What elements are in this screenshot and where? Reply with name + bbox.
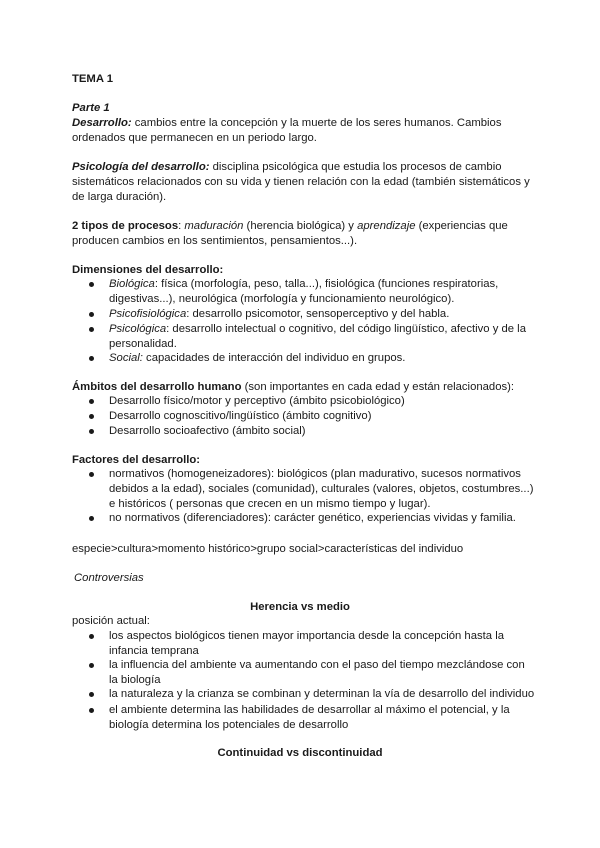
desarrollo-term: Desarrollo: (72, 117, 132, 129)
aprendizaje-term: aprendizaje (357, 220, 416, 232)
procesos-colon: : (178, 220, 185, 232)
bullet-dot (89, 399, 94, 404)
bullet-dot (89, 414, 94, 419)
list-item: la naturaleza y la crianza se combinan y determinan la vía de desarrollo del individuo (109, 688, 535, 700)
bullet-dot (89, 516, 94, 521)
list-item: Desarrollo cognoscitivo/lingüístico (ámbito cognitivo) (109, 410, 372, 422)
list-item-cont: personalidad. (109, 338, 177, 350)
controversias-heading: Controversias (74, 572, 144, 584)
list-item-cont: digestivas...), neurológica (morfología y funcionamiento neurológico). (109, 293, 455, 305)
ambitos-note: (son importantes en cada edad y están relacionados): (241, 381, 515, 393)
psicologia-term: Psicología del desarrollo: (72, 161, 210, 173)
dimension-label: Social: (109, 352, 143, 364)
dimension-label: Psicológica (109, 323, 167, 335)
desarrollo-text: cambios entre la concepción y la muerte de los seres humanos. Cambios (131, 117, 502, 129)
dimension-label: Psicofisiológica (109, 308, 187, 320)
dimension-label: Biológica (109, 278, 155, 290)
dimension-text: capacidades de interacción del individuo en grupos. (142, 352, 406, 364)
continuidad-heading: Continuidad vs discontinuidad (217, 747, 383, 759)
bullet-dot (89, 472, 94, 477)
list-item-cont: la biología (109, 674, 161, 686)
procesos-line (72, 219, 508, 234)
list-item: Desarrollo físico/motor y perceptivo (ámbito psicobiológico) (109, 395, 405, 407)
doc-title: TEMA 1 (72, 73, 114, 85)
list-item (109, 351, 405, 366)
dimension-text: : física (morfología, peso, talla...), fisiológica (funciones respiratorias, (154, 278, 499, 290)
dimension-text: : desarrollo intelectual o cognitivo, del código lingüístico, afectivo y de la (166, 323, 526, 335)
bullet-dot (89, 282, 94, 287)
herencia-heading: Herencia vs medio (250, 601, 350, 613)
procesos-mid: (herencia biológica) y (243, 220, 358, 232)
dimension-text: : desarrollo psicomotor, sensoperceptivo y del habla. (186, 308, 450, 320)
psicologia-text: disciplina psicológica que estudia los procesos de cambio (209, 161, 502, 173)
psicologia-definition-line: de larga duración). (72, 191, 167, 203)
bullet-dot (89, 327, 94, 332)
dimensiones-heading: Dimensiones del desarrollo: (72, 264, 224, 276)
desarrollo-definition-line (72, 116, 501, 131)
list-item-cont: biología determina los potenciales de desarrollo (109, 719, 349, 731)
list-item: normativos (homogeneizadores): biológicos (plan madurativo, sucesos normativos (109, 468, 521, 480)
especie-sequence: especie>cultura>momento histórico>grupo social>características del individuo (72, 543, 464, 555)
bullet-dot (89, 708, 94, 713)
posicion-label: posición actual: (72, 615, 150, 627)
list-item-cont: infancia temprana (109, 645, 199, 657)
procesos-rest: (experiencias que (415, 220, 508, 232)
ambitos-heading-line (72, 380, 514, 395)
bullet-dot (89, 429, 94, 434)
list-item: Desarrollo socioafectivo (ámbito social) (109, 425, 306, 437)
list-item-cont: debidos a la edad), sociales (comunidad), culturales (valores, objetos, costumbres...) (109, 483, 534, 495)
bullet-dot (89, 312, 94, 317)
desarrollo-definition-line: ordenados que permanecen en un periodo largo. (72, 132, 317, 144)
part-heading: Parte 1 (72, 102, 110, 114)
bullet-dot (89, 663, 94, 668)
factores-heading: Factores del desarrollo: (72, 454, 201, 466)
list-item: no normativos (diferenciadores): carácter genético, experiencias vividas y familia. (109, 512, 516, 524)
bullet-dot (89, 356, 94, 361)
list-item: la influencia del ambiente va aumentando con el paso del tiempo mezclándose con (109, 659, 525, 671)
list-item (109, 277, 498, 292)
maduracion-term: maduración (184, 220, 244, 232)
bullet-dot (89, 634, 94, 639)
bullet-dot (89, 692, 94, 697)
list-item: el ambiente determina las habilidades de desarrollar al máximo el potencial, y la (109, 704, 510, 716)
ambitos-heading: Ámbitos del desarrollo humano (72, 381, 242, 393)
procesos-term: 2 tipos de procesos (72, 220, 179, 232)
psicologia-definition-line (72, 160, 502, 175)
list-item-cont: e históricos ( personas que crecen en un mismo tiempo y lugar). (109, 498, 431, 510)
list-item (109, 322, 526, 337)
list-item (109, 307, 449, 322)
list-item: los aspectos biológicos tienen mayor importancia desde la concepción hasta la (109, 630, 504, 642)
psicologia-definition-line: sistemáticos relacionados con su vida y tienen relación con la edad (también sistemáticos y (72, 176, 530, 188)
procesos-line: producen cambios en los sentimientos, pensamientos...). (72, 235, 358, 247)
